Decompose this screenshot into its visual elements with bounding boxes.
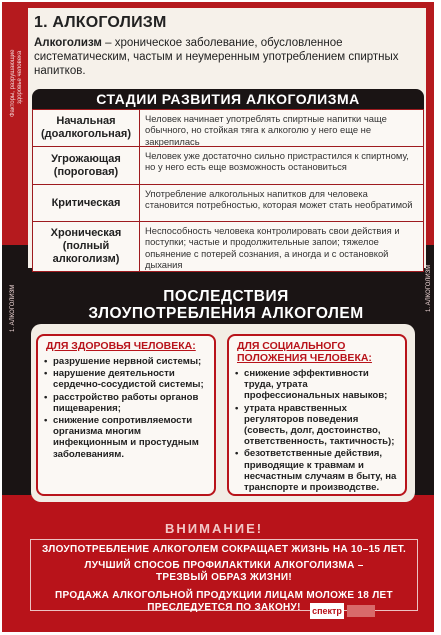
health-column <box>36 334 216 496</box>
list-item: • утрата нравственных регуляторов поведения (совесть, долг, достоинство, ответственность, тактичность); <box>235 403 401 448</box>
social-list <box>229 366 405 493</box>
side-caption-left-mid: 1. АЛКОГОЛИЗМ <box>10 284 16 332</box>
stage-name: Начальная (доалкогольная) <box>33 110 140 146</box>
warning-line-2b: ТРЕЗВЫЙ ОБРАЗ ЖИЗНИ! <box>156 572 292 583</box>
social-column <box>227 334 407 496</box>
warning-line-2a: ЛУЧШИЙ СПОСОБ ПРОФИЛАКТИКИ АЛКОГОЛИЗМА – <box>84 560 364 571</box>
stage-name: Угрожающая (пороговая) <box>33 147 140 184</box>
stages-heading: СТАДИИ РАЗВИТИЯ АЛКОГОЛИЗМА <box>32 89 424 109</box>
health-heading: ДЛЯ ЗДОРОВЬЯ ЧЕЛОВЕКА: <box>46 340 196 352</box>
stage-row <box>32 222 424 272</box>
publisher-badge <box>347 605 375 617</box>
consequences-heading-line1: ПОСЛЕДСТВИЯ <box>163 288 289 305</box>
list-item: • расстройство работы органов пищеварения; <box>44 392 210 414</box>
intro-text: – хроническое заболевание, обусловленное систематическим, частым и неумеренным употреблением спиртных напитков. <box>34 37 399 77</box>
warning-line-3a: ПРОДАЖА АЛКОГОЛЬНОЙ ПРОДУКЦИИ ЛИЦАМ МОЛОЖЕ 18 ЛЕТ <box>55 590 393 601</box>
social-heading: ДЛЯ СОЦИАЛЬНОГО ПОЛОЖЕНИЯ ЧЕЛОВЕКА: <box>237 340 372 364</box>
consequences-heading-line2: ЗЛОУПОТРЕБЛЕНИЯ АЛКОГОЛЕМ <box>88 305 364 322</box>
top-panel <box>28 8 426 268</box>
stage-description: Человек уже достаточно сильно пристрастился к спиртному, но у него есть еще возможность остановиться <box>145 150 409 173</box>
list-item: • нарушение деятельности сердечно-сосудистой системы; <box>44 368 210 390</box>
health-list <box>38 354 214 460</box>
intro-definition <box>34 36 414 78</box>
side-caption-left-top: Факторы, разрушающие <box>10 49 16 117</box>
stage-description: Человек начинает употреблять спиртные напитки чаще обычного, но стойкая тяга к алкоголю у него еще не закрепилась <box>145 113 387 147</box>
warning-box <box>30 539 418 611</box>
list-item: • снижение сопротивляемости организма многим инфекционным и простудным заболеваниям. <box>44 415 210 460</box>
list-item: • безответственные действия, приводящие к травмам и несчастным случаям в быту, на транспорте и производстве. <box>235 448 401 493</box>
stages-table <box>32 109 424 272</box>
stage-description: Употребление алкогольных напитков для человека становится потребностью, которая может стать необратимой <box>145 188 413 211</box>
warning-line-3b: ПРЕСЛЕДУЕТСЯ ПО ЗАКОНУ! <box>147 602 301 613</box>
list-item: • разрушение нервной системы; <box>44 356 210 367</box>
stage-description: Неспособность человека контролировать свои действия и поступки; частые и продолжительные запои; тяжелое опьянение с потерей сознания, а иногда и с остановкой дыхания <box>145 225 400 270</box>
stage-row <box>32 147 424 185</box>
page-title: 1. АЛКОГОЛИЗМ <box>34 14 167 31</box>
publisher-logo: спектр <box>310 603 344 619</box>
stage-row <box>32 185 424 222</box>
stage-name: Хроническая (полный алкоголизм) <box>33 222 140 271</box>
poster <box>2 2 434 632</box>
intro-term: Алкоголизм <box>34 37 102 49</box>
attention-heading: ВНИМАНИЕ! <box>165 521 264 536</box>
stage-name: Критическая <box>33 185 140 221</box>
side-caption-left-top-2: здоровье человека <box>17 50 23 104</box>
stage-row <box>32 109 424 147</box>
side-caption-right-mid: 1. АЛКОГОЛИЗМ <box>426 264 432 312</box>
list-item: • снижение эффективности труда, утрата профессиональных навыков; <box>235 368 401 402</box>
consequences-panel <box>31 324 415 502</box>
consequences-heading <box>35 288 417 322</box>
warning-line-1: ЗЛОУПОТРЕБЛЕНИЕ АЛКОГОЛЕМ СОКРАЩАЕТ ЖИЗНЬ НА 10–15 ЛЕТ. <box>41 544 407 555</box>
